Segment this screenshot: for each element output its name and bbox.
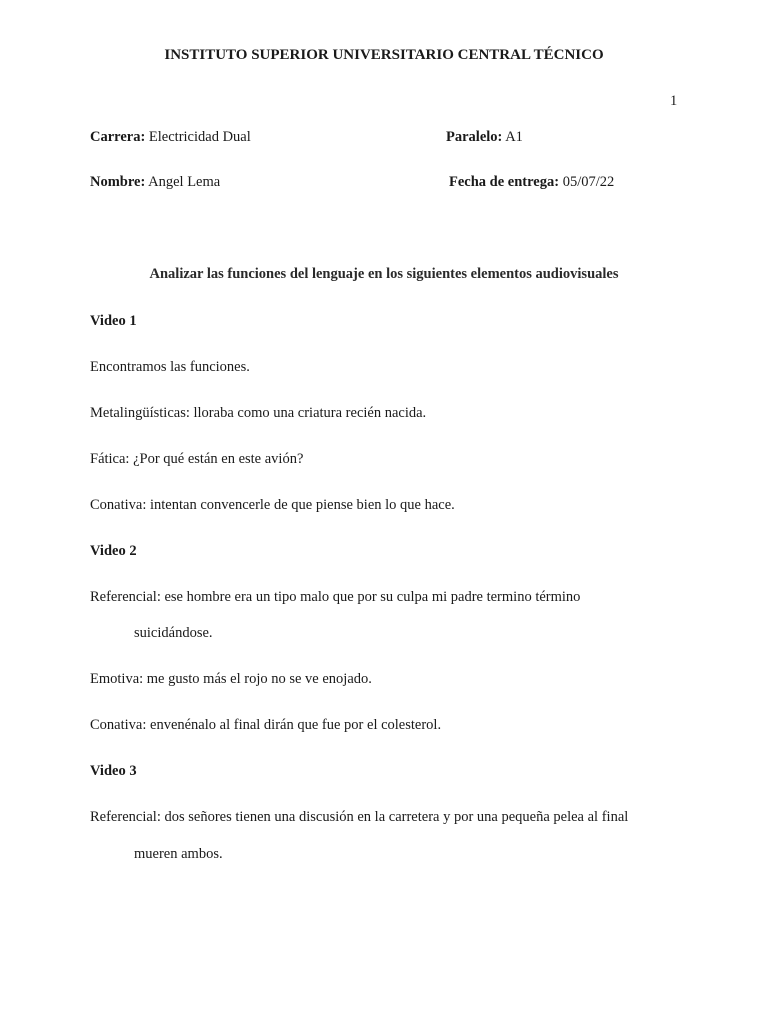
video2-line-referencial: Referencial: ese hombre era un tipo malo que por su culpa mi padre termino término [90,589,581,605]
video2-heading: Video 2 [90,543,137,559]
assignment-subtitle: Analizar las funciones del lenguaje en los siguientes elementos audiovisuales [149,266,619,282]
carrera-label: Carrera: [90,129,146,145]
fecha-label: Fecha de entrega: [449,174,560,190]
video1-intro: Encontramos las funciones. [90,359,250,375]
video1-line-conativa: Conativa: intentan convencerle de que piense bien lo que hace. [90,497,455,513]
institution-title: INSTITUTO SUPERIOR UNIVERSITARIO CENTRAL TÉCNICO [164,47,604,63]
video1-line-fatica: Fática: ¿Por qué están en este avión? [90,451,304,467]
paralelo-value: A1 [502,129,523,145]
nombre-field [90,173,220,191]
carrera-value: Electricidad Dual [145,129,251,145]
video3-heading: Video 3 [90,763,137,779]
paralelo-label: Paralelo: [446,129,503,145]
video2-line-conativa: Conativa: envenénalo al final dirán que fue por el colesterol. [90,717,442,733]
carrera-field [90,128,251,146]
nombre-label: Nombre: [90,174,146,190]
video3-line-referencial: Referencial: dos señores tienen una discusión en la carretera y por una pequeña pelea al final [90,809,629,825]
video2-line-referencial-cont: suicidándose. [134,625,213,641]
nombre-value: Angel Lema [145,174,221,190]
fecha-value: 05/07/22 [559,174,615,190]
video1-line-metalinguistica: Metalingüísticas: lloraba como una criatura recién nacida. [90,405,427,421]
paralelo-field [446,128,523,146]
video2-line-emotiva: Emotiva: me gusto más el rojo no se ve enojado. [90,671,372,687]
video3-line-referencial-cont: mueren ambos. [134,846,223,862]
video1-heading: Video 1 [90,313,137,329]
fecha-field [449,173,614,191]
page-number: 1 [670,93,678,109]
